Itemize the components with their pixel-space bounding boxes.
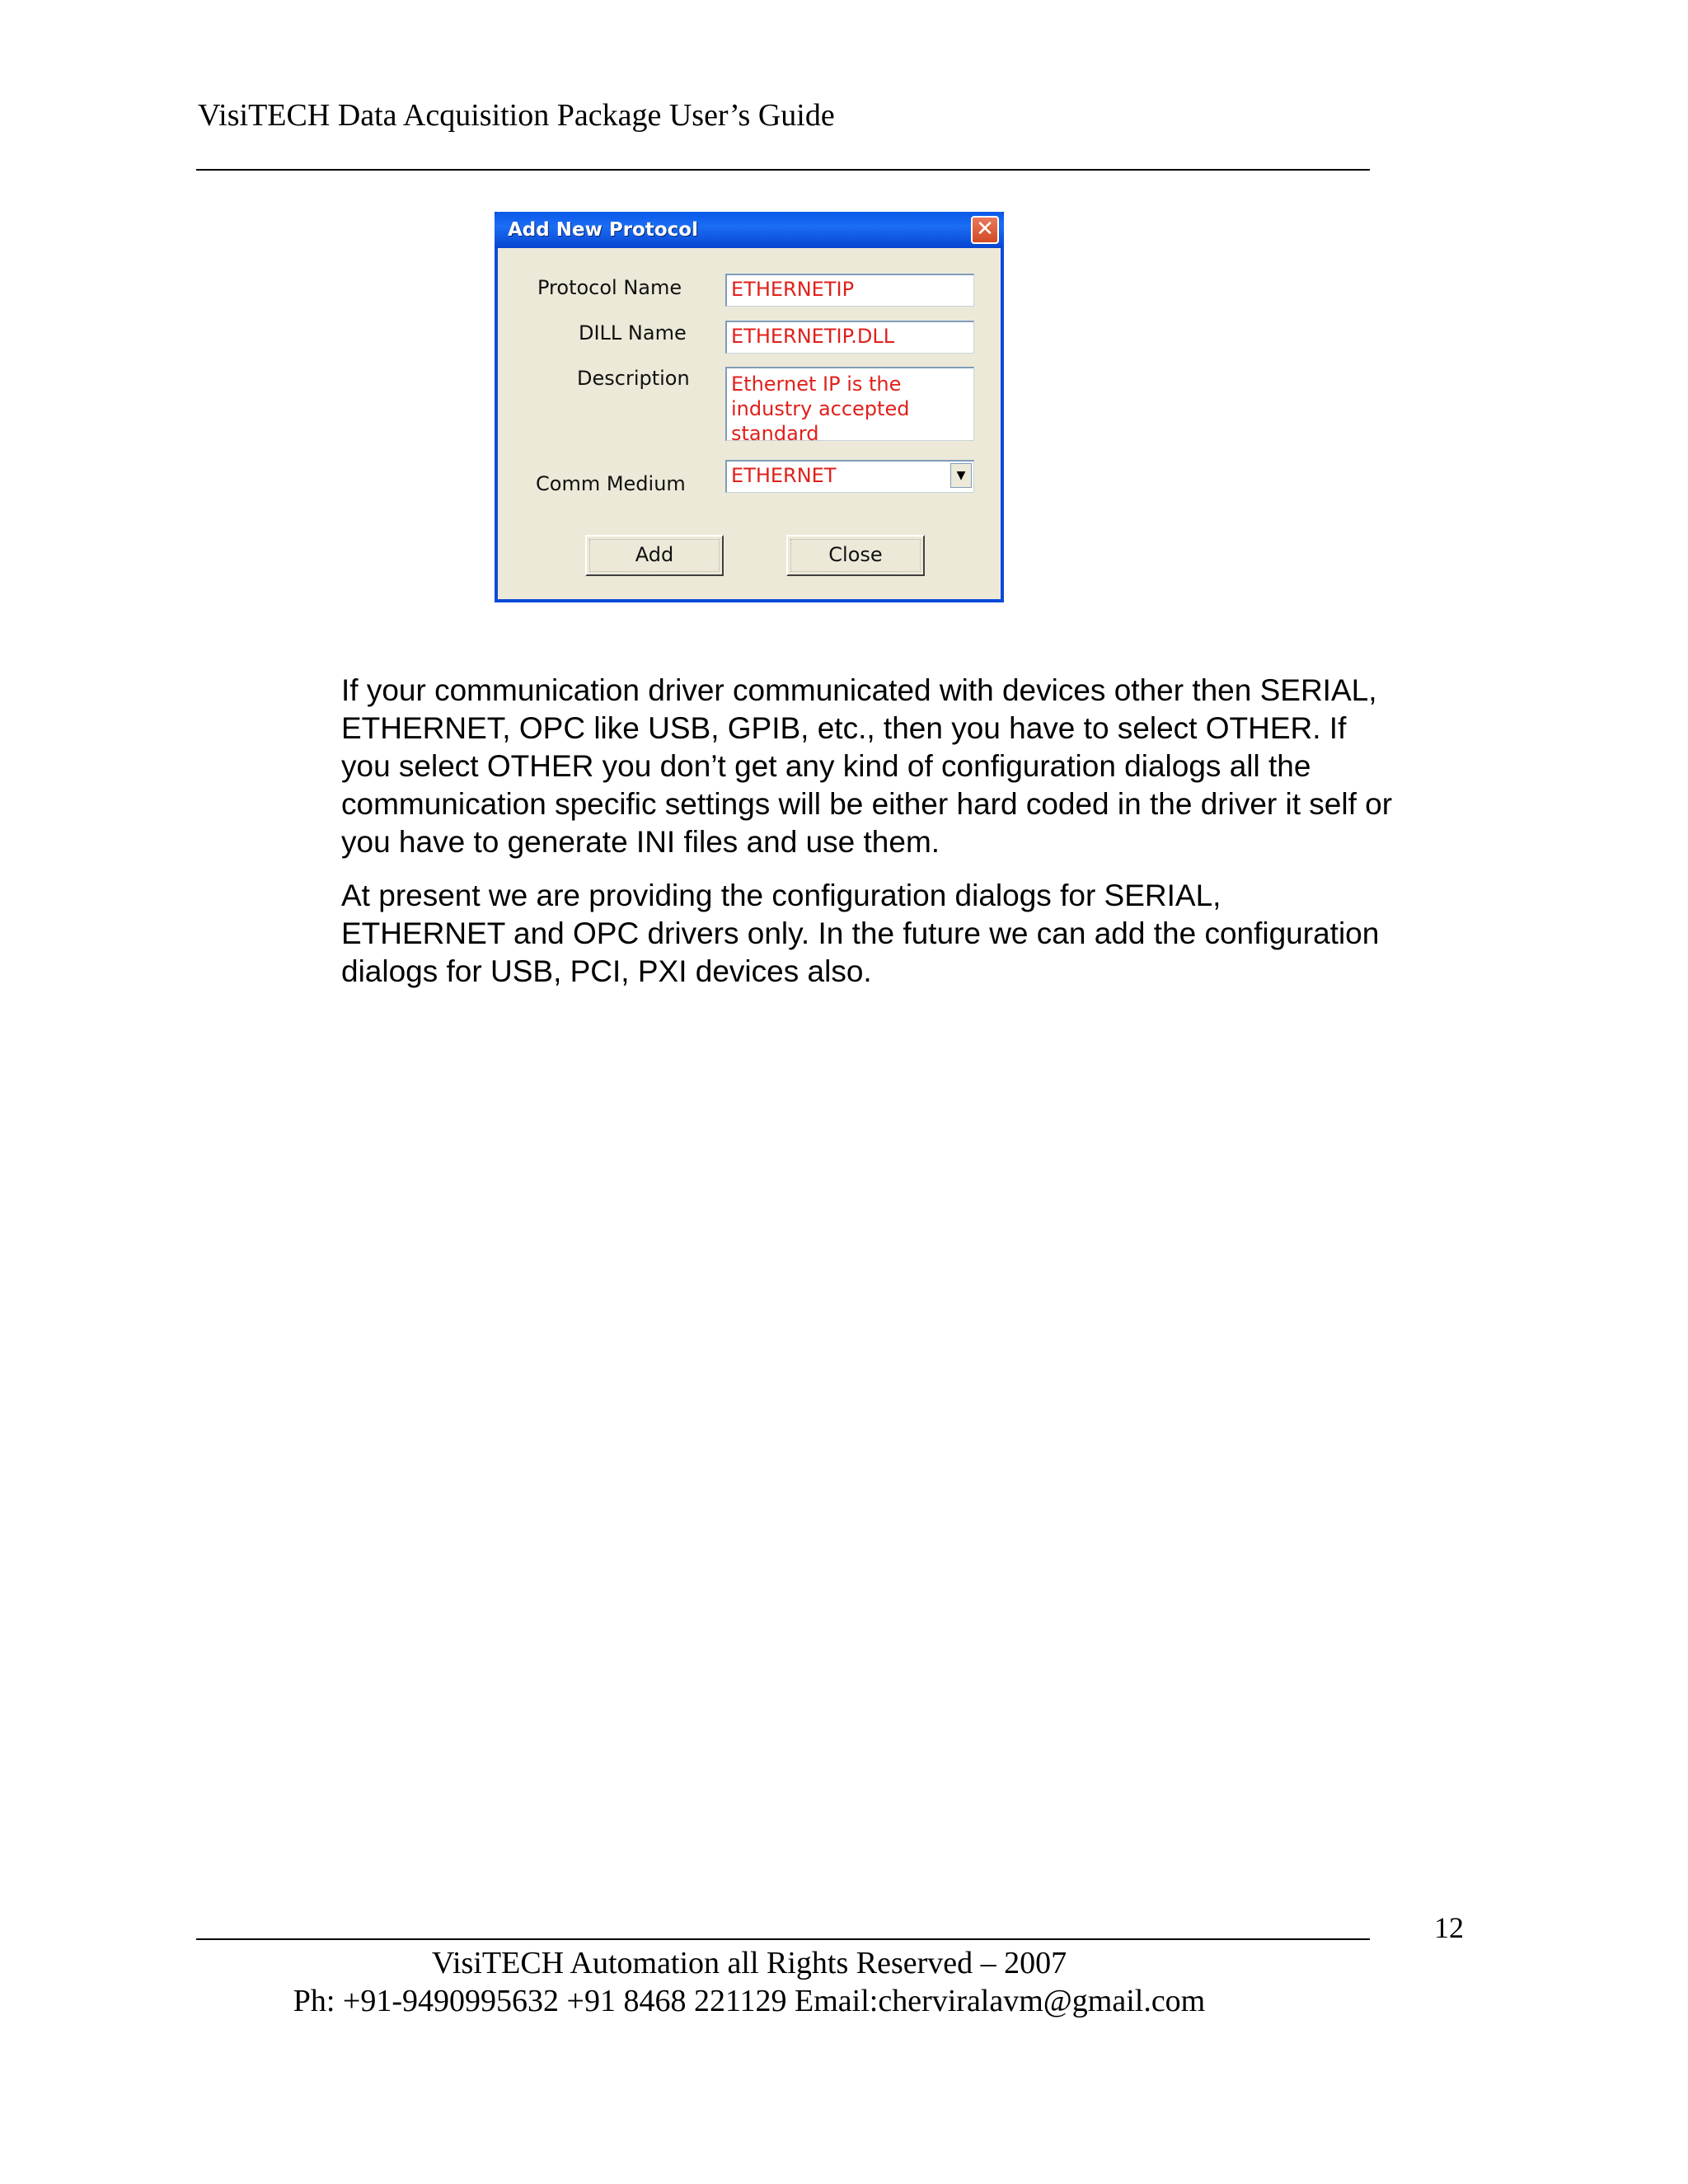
chevron-down-icon[interactable]: ▼ xyxy=(950,463,972,488)
description-label: Description xyxy=(577,367,690,390)
add-button[interactable]: Add xyxy=(585,535,724,576)
page-number: 12 xyxy=(1434,1911,1464,1944)
comm-medium-select[interactable] xyxy=(725,460,974,493)
dll-name-label: DILL Name xyxy=(579,321,687,344)
footer-copyright: VisiTECH Automation all Rights Reserved – 2007 xyxy=(431,1946,1067,1980)
header-rule xyxy=(196,169,1370,171)
dll-name-input[interactable]: ETHERNETIP.DLL xyxy=(725,321,974,354)
body-paragraph-1: If your communication driver communicated with devices other then SERIAL, ETHERNET, OPC like USB, GPIB, etc., then you have to select OTHER. If you select OTHER you don’t get any kind of configuration dialogs all the communication specific settings will be either hard coded in the driver it self or you have to generate INI files and use them. xyxy=(341,673,1393,859)
running-header: VisiTECH Data Acquisition Package User’s Guide xyxy=(198,98,835,133)
protocol-name-label: Protocol Name xyxy=(537,276,682,299)
protocol-name-input[interactable]: ETHERNETIP xyxy=(725,274,974,307)
add-new-protocol-dialog xyxy=(495,212,1004,602)
dialog-titlebar[interactable] xyxy=(495,212,1004,248)
comm-medium-label: Comm Medium xyxy=(536,472,686,495)
body-paragraph-2: At present we are providing the configuration dialogs for SERIAL, ETHERNET and OPC drivers only. In the future we can add the configuration dialogs for USB, PCI, PXI devices also. xyxy=(341,879,1380,988)
dialog-title: Add New Protocol xyxy=(508,219,698,241)
footer-rule xyxy=(196,1938,1370,1940)
description-textarea[interactable]: Ethernet IP is the industry accepted standard xyxy=(725,367,974,441)
close-button[interactable]: Close xyxy=(786,535,925,576)
footer-contact: Ph: +91-9490995632 +91 8468 221129 Email:cherviralavm@gmail.com xyxy=(293,1984,1206,2018)
comm-medium-value: ETHERNET xyxy=(731,464,837,487)
close-icon[interactable]: ✕ xyxy=(971,216,999,244)
